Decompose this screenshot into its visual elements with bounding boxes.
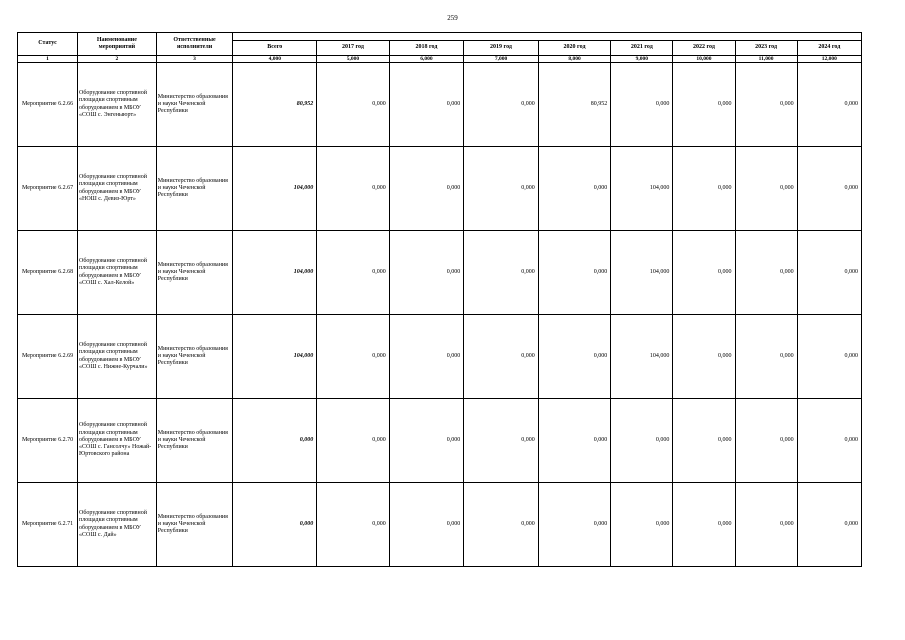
- year-value-cell: 0,000: [735, 63, 797, 147]
- year-value-cell: 0,000: [673, 147, 735, 231]
- year-value-cell: 0,000: [611, 483, 673, 567]
- header-year: 2021 год: [611, 41, 673, 56]
- table-row: [18, 399, 862, 483]
- status-cell: Мероприятие 6.2.70: [18, 399, 78, 483]
- activity-name-cell: Оборудование спортивной площадки спортивным оборудованием в МБОУ «СОШ с. Хал-Келой»: [78, 231, 157, 315]
- column-number: 8,000: [538, 56, 610, 63]
- year-value-cell: 0,000: [538, 399, 610, 483]
- column-number: 7,000: [464, 56, 539, 63]
- header-year: 2023 год: [735, 41, 797, 56]
- activity-name-cell: Оборудование спортивной площадки спортивным оборудованием в МБОУ «НОШ с. Девиз-Юрт»: [78, 147, 157, 231]
- column-number: 3: [156, 56, 233, 63]
- status-cell: Мероприятие 6.2.71: [18, 483, 78, 567]
- table-row: [18, 231, 862, 315]
- year-value-cell: 0,000: [389, 483, 464, 567]
- executor-cell: Министерство образования и науки Чеченской Республики: [156, 63, 233, 147]
- year-value-cell: 0,000: [735, 147, 797, 231]
- status-cell: Мероприятие 6.2.69: [18, 315, 78, 399]
- year-value-cell: 0,000: [673, 483, 735, 567]
- column-number: 9,000: [611, 56, 673, 63]
- program-table: [17, 32, 862, 567]
- year-value-cell: 0,000: [464, 147, 539, 231]
- table-row: [18, 483, 862, 567]
- header-name: Наименование мероприятий: [78, 33, 157, 56]
- year-value-cell: 80,952: [538, 63, 610, 147]
- executor-cell: Министерство образования и науки Чеченской Республики: [156, 231, 233, 315]
- year-value-cell: 0,000: [673, 315, 735, 399]
- column-number: 1: [18, 56, 78, 63]
- header-status: Статус: [18, 33, 78, 56]
- year-value-cell: 0,000: [538, 483, 610, 567]
- year-value-cell: 0,000: [538, 231, 610, 315]
- year-value-cell: 0,000: [464, 315, 539, 399]
- column-number: 11,000: [735, 56, 797, 63]
- year-value-cell: 0,000: [317, 399, 389, 483]
- year-value-cell: 0,000: [317, 63, 389, 147]
- year-value-cell: 0,000: [797, 63, 861, 147]
- year-value-cell: 0,000: [389, 147, 464, 231]
- total-cell: 0,000: [233, 399, 317, 483]
- header-finance-group: [233, 33, 862, 41]
- header-year: Всего: [233, 41, 317, 56]
- page-number: 259: [447, 14, 458, 22]
- year-value-cell: 0,000: [797, 315, 861, 399]
- year-value-cell: 0,000: [538, 315, 610, 399]
- year-value-cell: 0,000: [673, 63, 735, 147]
- year-value-cell: 0,000: [673, 231, 735, 315]
- table-row: [18, 315, 862, 399]
- year-value-cell: 104,000: [611, 315, 673, 399]
- status-cell: Мероприятие 6.2.68: [18, 231, 78, 315]
- header-year: 2024 год: [797, 41, 861, 56]
- year-value-cell: 0,000: [735, 483, 797, 567]
- column-number: 5,000: [317, 56, 389, 63]
- year-value-cell: 0,000: [389, 399, 464, 483]
- year-value-cell: 0,000: [538, 147, 610, 231]
- year-value-cell: 0,000: [797, 147, 861, 231]
- total-cell: 80,952: [233, 63, 317, 147]
- year-value-cell: 0,000: [389, 63, 464, 147]
- year-value-cell: 0,000: [673, 399, 735, 483]
- year-value-cell: 0,000: [735, 399, 797, 483]
- year-value-cell: 0,000: [389, 315, 464, 399]
- table-row: [18, 147, 862, 231]
- total-cell: 104,000: [233, 231, 317, 315]
- year-value-cell: 104,000: [611, 147, 673, 231]
- activity-name-cell: Оборудование спортивной площадки спортивным оборудованием в МБОУ «СОШ с. Дай»: [78, 483, 157, 567]
- year-value-cell: 0,000: [797, 231, 861, 315]
- table-row: [18, 63, 862, 147]
- year-value-cell: 0,000: [464, 63, 539, 147]
- executor-cell: Министерство образования и науки Чеченской Республики: [156, 147, 233, 231]
- year-value-cell: 0,000: [389, 231, 464, 315]
- year-value-cell: 0,000: [317, 231, 389, 315]
- executor-cell: Министерство образования и науки Чеченской Республики: [156, 483, 233, 567]
- activity-name-cell: Оборудование спортивной площадки спортивным оборудованием в МБОУ «СОШ с. Нижне-Курчали»: [78, 315, 157, 399]
- column-number: 6,000: [389, 56, 464, 63]
- status-cell: Мероприятие 6.2.67: [18, 147, 78, 231]
- total-cell: 104,000: [233, 315, 317, 399]
- year-value-cell: 0,000: [464, 483, 539, 567]
- activity-name-cell: Оборудование спортивной площадки спортивным оборудованием в МБОУ «СОШ с. Энгеныюрт»: [78, 63, 157, 147]
- year-value-cell: 0,000: [735, 315, 797, 399]
- column-number: 2: [78, 56, 157, 63]
- year-value-cell: 0,000: [735, 231, 797, 315]
- header-year: 2018 год: [389, 41, 464, 56]
- header-year: 2017 год: [317, 41, 389, 56]
- year-value-cell: 0,000: [317, 147, 389, 231]
- year-value-cell: 104,000: [611, 231, 673, 315]
- year-value-cell: 0,000: [611, 63, 673, 147]
- executor-cell: Министерство образования и науки Чеченской Республики: [156, 315, 233, 399]
- header-year: 2022 год: [673, 41, 735, 56]
- year-value-cell: 0,000: [464, 399, 539, 483]
- year-value-cell: 0,000: [797, 399, 861, 483]
- header-executor: Ответственные исполнители: [156, 33, 233, 56]
- year-value-cell: 0,000: [317, 315, 389, 399]
- total-cell: 104,000: [233, 147, 317, 231]
- header-year: 2019 год: [464, 41, 539, 56]
- year-value-cell: 0,000: [317, 483, 389, 567]
- year-value-cell: 0,000: [464, 231, 539, 315]
- activity-name-cell: Оборудование спортивной площадки спортивным оборудованием в МБОУ «СОШ с. Гансолчу» Ножай-Юртовского района: [78, 399, 157, 483]
- header-year: 2020 год: [538, 41, 610, 56]
- year-value-cell: 0,000: [611, 399, 673, 483]
- status-cell: Мероприятие 6.2.66: [18, 63, 78, 147]
- total-cell: 0,000: [233, 483, 317, 567]
- column-number: 12,000: [797, 56, 861, 63]
- column-number: 4,000: [233, 56, 317, 63]
- year-value-cell: 0,000: [797, 483, 861, 567]
- column-number: 10,000: [673, 56, 735, 63]
- executor-cell: Министерство образования и науки Чеченской Республики: [156, 399, 233, 483]
